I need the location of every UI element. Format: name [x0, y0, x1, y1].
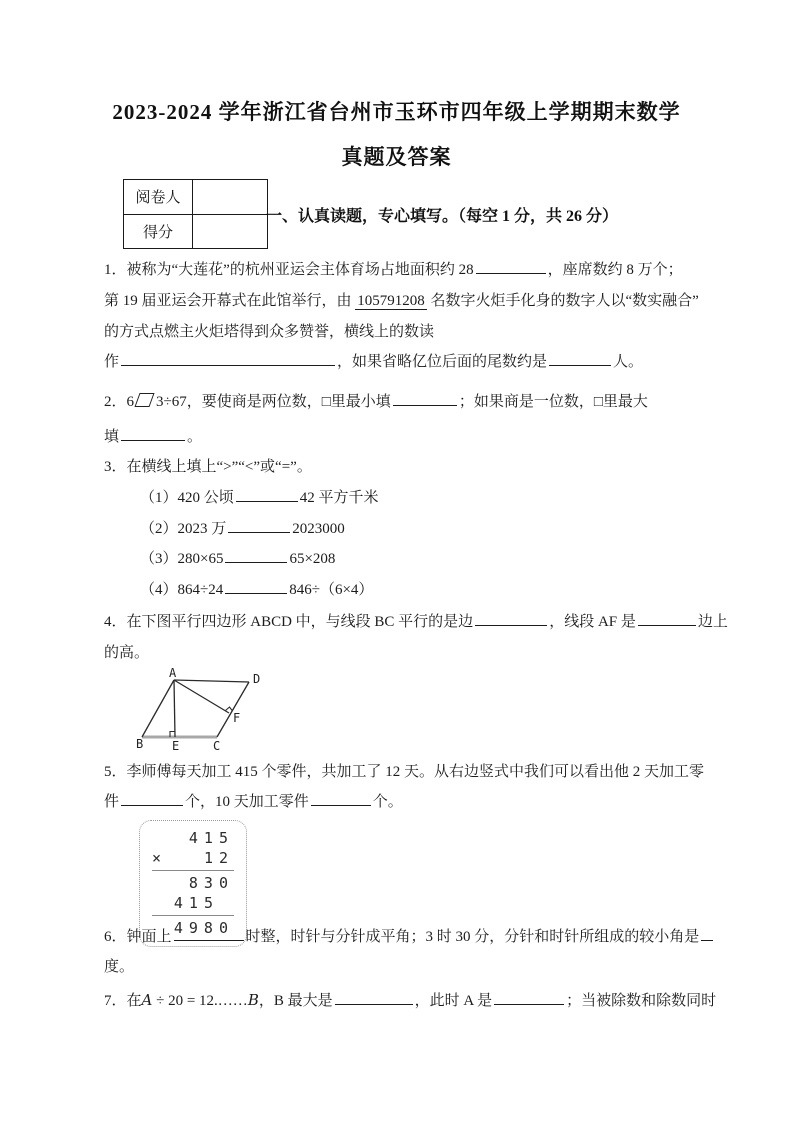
q6-text: 时整，时针与分针成平角；3 时 30 分，分针和时针所组成的较小角是 — [245, 929, 700, 945]
q1-line1 — [104, 259, 683, 281]
q1-text: ，如果省略亿位后面的尾数约是 — [337, 354, 548, 370]
q3-text: （3）280×65 — [140, 551, 224, 567]
mult-multiplier: 12 — [203, 849, 234, 867]
q3-item4 — [140, 579, 373, 601]
page-title-line2: 真题及答案 — [341, 145, 452, 169]
fill-blank — [701, 926, 713, 941]
fill-blank — [335, 990, 413, 1005]
fill-blank — [393, 391, 457, 406]
fill-blank — [228, 518, 290, 533]
q4-text: 的高。 — [104, 645, 150, 661]
q7-text: ；当被除数和除数同时 — [566, 993, 717, 1009]
q3-text: 2023000 — [292, 521, 345, 537]
q3-text: 65×208 — [289, 551, 336, 567]
right-angle-mark-F — [226, 707, 233, 711]
q3-text: 42 平方千米 — [299, 490, 379, 506]
q3-item3 — [140, 548, 335, 570]
q2-text: ；如果商是一位数，□里最大 — [458, 394, 648, 410]
q3-stem — [104, 456, 312, 478]
q7-text: ，B 最大是 — [258, 993, 333, 1009]
q7-text: 7．在 — [104, 993, 142, 1009]
q3-text: 846÷（6×4） — [289, 582, 374, 598]
mult-product: 4980 — [173, 919, 234, 937]
section1-heading: 一、认真读题，专心填写。（每空 1 分，共 26 分） — [266, 208, 619, 225]
q4-line1 — [104, 611, 728, 633]
q2-line2 — [104, 426, 202, 448]
underlined-number: 105791208 — [357, 293, 425, 309]
q4-text: 边上 — [697, 614, 728, 630]
q1-text: 名数字火炬手化身的数字人以“数实融合” — [426, 293, 699, 309]
q4-text: ，线段 AF 是 — [549, 614, 636, 630]
q4-line2 — [104, 642, 149, 664]
mult-multiplicand: 415 — [188, 829, 234, 847]
q3-item2 — [140, 518, 345, 540]
parallelogram-box-icon — [134, 393, 154, 407]
q5-text: 5．李师傅每天加工 415 个零件，共加工了 12 天。从右边竖式中我们可以看出他 2 天加工零 — [104, 764, 705, 780]
q6-text: 6．钟面上 — [104, 929, 172, 945]
fill-blank — [494, 990, 564, 1005]
q2-text: 。 — [187, 429, 203, 445]
q3-text: （1）420 公顷 — [140, 490, 234, 506]
mult-rule-1 — [152, 870, 234, 871]
q4-text: 4．在下图平行四边形 ABCD 中，与线段 BC 平行的是边 — [104, 614, 474, 630]
q5-text: 个，10 天加工零件 — [185, 794, 309, 810]
mult-partial1: 830 — [188, 874, 234, 892]
variable-A: A — [141, 991, 153, 1009]
q1-text: 的方式点燃主火炬塔得到众多赞誉，横线上的数读 — [104, 324, 435, 340]
mult-multiplier-row — [152, 848, 234, 868]
q1-text: 作 — [104, 354, 120, 370]
q5-text: 个。 — [372, 794, 403, 810]
fill-blank — [476, 259, 546, 274]
q1-text: 1．被称为“大莲花”的杭州亚运会主体育场占地面积约 28 — [104, 262, 474, 278]
q1-line2 — [104, 290, 699, 312]
vertex-label-D: D — [253, 672, 261, 686]
fill-blank — [121, 791, 183, 806]
q6-line1 — [104, 926, 715, 948]
fill-blank — [236, 487, 298, 502]
grader-label: 阅卷人 — [124, 180, 193, 215]
multiply-sign: × — [152, 849, 168, 867]
fill-blank — [549, 351, 611, 366]
q5-line1 — [104, 761, 704, 783]
q7-line1 — [104, 989, 716, 1012]
mult-rule-2 — [152, 915, 234, 916]
q1-line4 — [104, 351, 643, 373]
score-value-cell — [193, 214, 268, 249]
mult-partial2: 415 — [173, 894, 219, 912]
score-table — [123, 179, 268, 249]
vertex-label-A: A — [169, 666, 177, 680]
q3-item1 — [140, 487, 379, 509]
q1-text: ，座席数约 8 万个； — [547, 262, 683, 278]
fill-blank — [225, 579, 287, 594]
fill-blank — [475, 611, 547, 626]
vertex-label-C: C — [213, 739, 221, 753]
q2-text: 填 — [104, 429, 120, 445]
fill-blank — [121, 351, 335, 366]
q2-text: 3÷67，要使商是两位数，□里最小填 — [156, 394, 391, 410]
q2-text: 2．6 — [104, 394, 135, 410]
q7-text: ÷ 20 = 12.…… — [152, 993, 248, 1009]
q1-line3 — [104, 321, 434, 343]
q1-text: 第 19 届亚运会开幕式在此馆举行，由 — [104, 293, 356, 309]
grader-value-cell — [193, 180, 268, 215]
vertex-label-B: B — [136, 737, 144, 751]
q2-line1 — [104, 391, 648, 413]
q6-text: 度。 — [104, 959, 135, 975]
fill-blank — [174, 926, 244, 941]
vertex-label-F: F — [233, 711, 241, 725]
vertex-label-E: E — [172, 739, 180, 753]
fill-blank — [121, 426, 185, 441]
score-table-row-grader — [124, 180, 268, 215]
q6-line2 — [104, 956, 134, 978]
fill-blank — [311, 791, 371, 806]
score-label: 得分 — [124, 214, 193, 249]
score-table-row-score — [124, 214, 268, 249]
parallelogram-figure — [136, 666, 311, 761]
fill-blank — [225, 548, 287, 563]
variable-B: B — [247, 991, 259, 1009]
page-title-line1: 2023-2024 学年浙江省台州市玉环市四年级上学期期末数学 — [112, 100, 681, 124]
q7-text: ，此时 A 是 — [414, 993, 493, 1009]
q3-text: （4）864÷24 — [140, 582, 224, 598]
q5-line2 — [104, 791, 403, 813]
q5-text: 件 — [104, 794, 120, 810]
q3-text: 3．在横线上填上“>”“<”或“=”。 — [104, 459, 312, 475]
q3-text: （2）2023 万 — [140, 521, 227, 537]
fill-blank — [638, 611, 696, 626]
q1-text: 人。 — [613, 354, 644, 370]
